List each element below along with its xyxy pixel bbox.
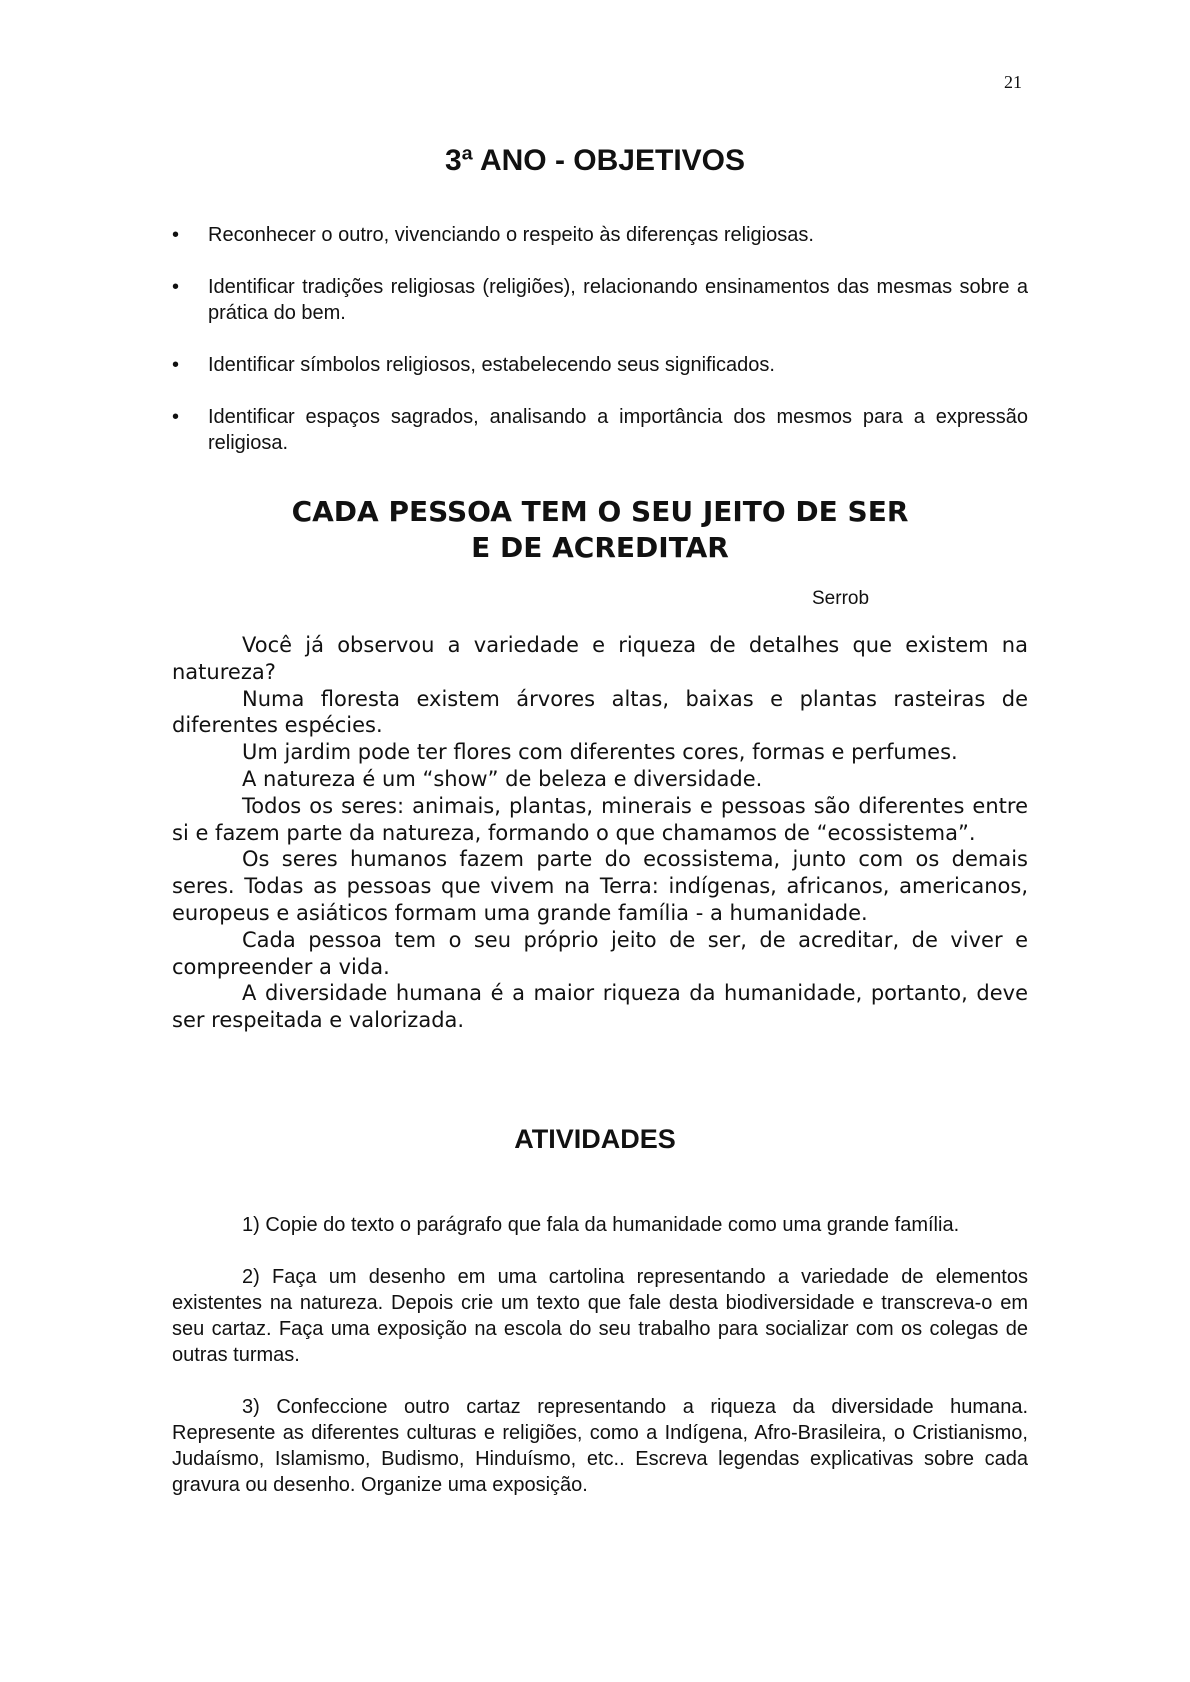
story-title-line1: CADA PESSOA TEM O SEU JEITO DE SER	[291, 495, 909, 528]
bullet-icon: •	[172, 276, 180, 298]
objective-item	[172, 404, 1028, 456]
objective-text: Identificar símbolos religiosos, estabelecendo seus significados.	[208, 354, 775, 376]
story-title	[172, 494, 1028, 566]
story-paragraph: Um jardim pode ter flores com diferentes cores, formas e perfumes.	[242, 740, 958, 765]
objective-text: Identificar tradições religiosas (religiões), relacionando ensinamentos das mesmas sobre a prática do bem.	[208, 276, 1028, 324]
activities-title: ATIVIDADES	[514, 1124, 676, 1154]
story-author: Serrob	[812, 588, 870, 609]
story-paragraph: Os seres humanos fazem parte do ecossistema, junto com os demais seres. Todas as pessoas que vivem na Terra: indígenas, africanos, americanos, europeus e asiáticos formam uma grande família - a humanidade.	[172, 847, 1028, 925]
page-number: 21	[1004, 72, 1022, 92]
story-title-line2: E DE ACREDITAR	[471, 531, 729, 564]
story-paragraph: Todos os seres: animais, plantas, minerais e pessoas são diferentes entre si e fazem parte da natureza, formando o que chamamos de “ecossistema”.	[172, 793, 1028, 845]
activity-item: 3) Confeccione outro cartaz representando a riqueza da diversidade humana. Represente as diferentes culturas e religiões, como a Indígena, Afro-Brasileira, o Cristianismo, Judaísmo, Islamismo, Budismo, Hinduísmo, etc.. Escreva legendas explicativas sobre cada gravura ou desenho. Organize uma exposição.	[172, 1396, 1028, 1496]
objective-text: Reconhecer o outro, vivenciando o respeito às diferenças religiosas.	[208, 224, 814, 246]
story-paragraph: A natureza é um “show” de beleza e diversidade.	[242, 766, 763, 791]
objective-item	[172, 274, 1028, 326]
story-paragraph: A diversidade humana é a maior riqueza da humanidade, portanto, deve ser respeitada e valorizada.	[172, 981, 1028, 1033]
story-body	[172, 632, 1028, 1034]
objectives-list	[172, 222, 1028, 482]
story-paragraph: Numa floresta existem árvores altas, baixas e plantas rasteiras de diferentes espécies.	[172, 686, 1028, 738]
bullet-icon: •	[172, 406, 180, 428]
activity-item: 2) Faça um desenho em uma cartolina representando a variedade de elementos existentes na natureza. Depois crie um texto que fale desta biodiversidade e transcreva-o em seu cartaz. Faça uma exposição na escola do seu trabalho para socializar com os colegas de outras turmas.	[172, 1266, 1028, 1366]
bullet-icon: •	[172, 224, 180, 246]
objective-text: Identificar espaços sagrados, analisando a importância dos mesmos para a expressão religiosa.	[208, 406, 1028, 454]
bullet-icon: •	[172, 354, 180, 376]
objective-item	[172, 222, 1028, 248]
story-paragraph: Cada pessoa tem o seu próprio jeito de ser, de acreditar, de viver e compreender a vida.	[172, 927, 1028, 979]
activities-list	[172, 1212, 1028, 1524]
activity-item: 1) Copie do texto o parágrafo que fala da humanidade como uma grande família.	[242, 1214, 960, 1236]
objectives-title: 3ª ANO - OBJETIVOS	[444, 144, 746, 177]
objective-item	[172, 352, 1028, 378]
story-paragraph: Você já observou a variedade e riqueza de detalhes que existem na natureza?	[172, 633, 1028, 684]
